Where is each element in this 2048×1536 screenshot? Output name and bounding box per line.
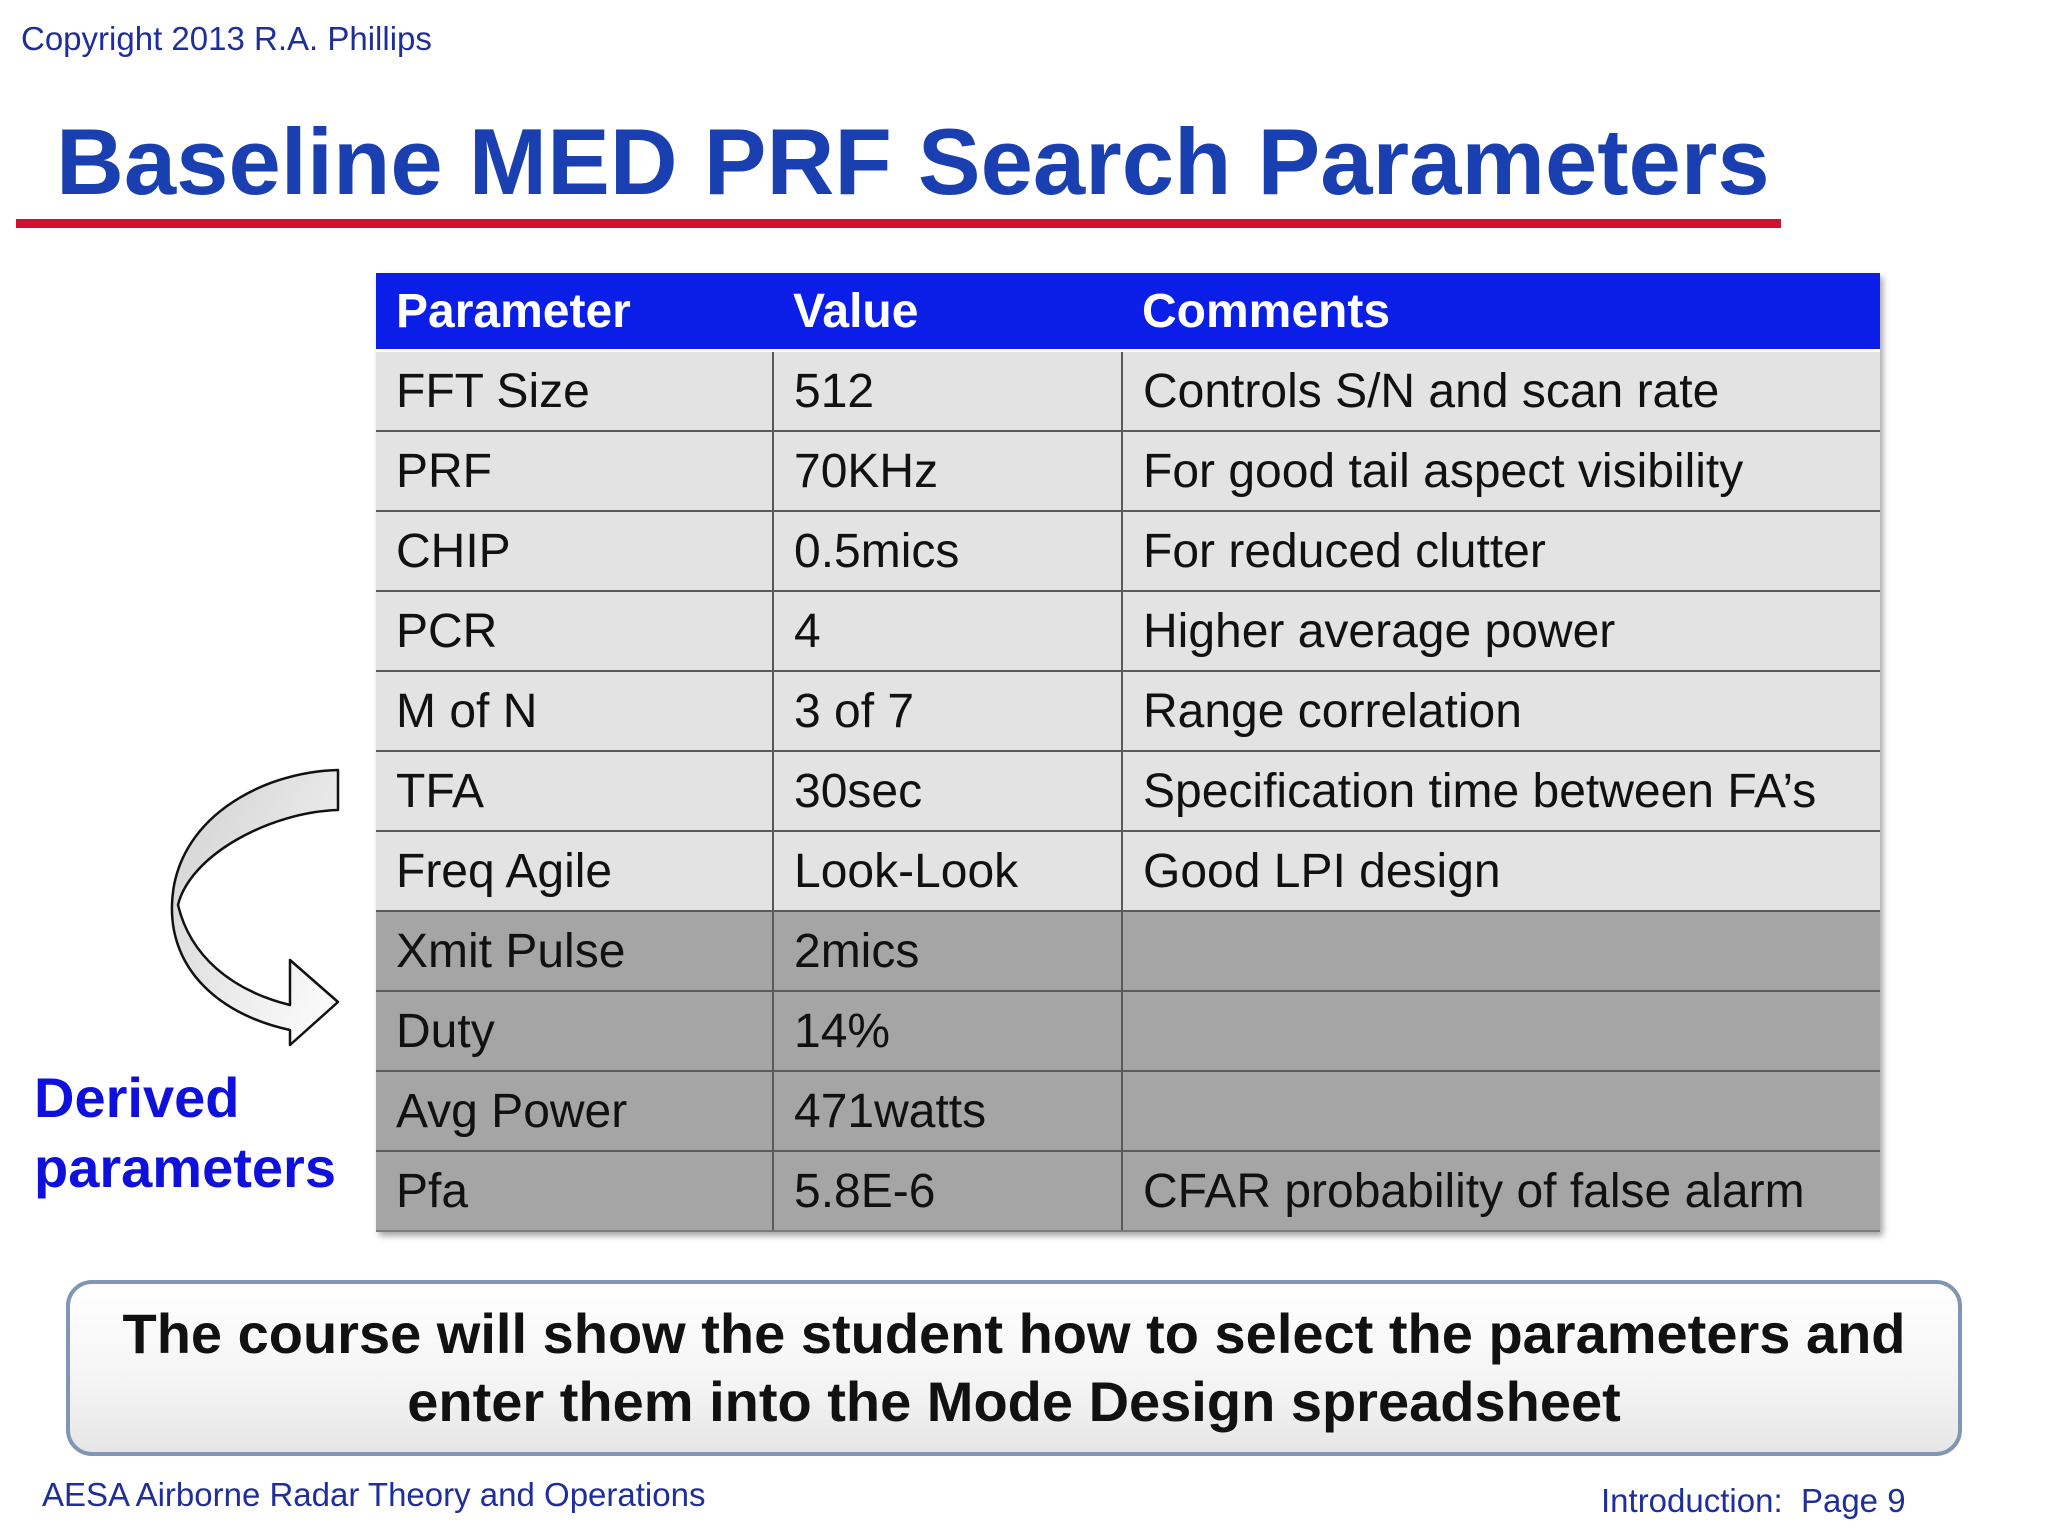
derived-parameters-label — [34, 1063, 336, 1203]
table-row-derived — [376, 1071, 1880, 1151]
cell-value: 14% — [773, 991, 1122, 1071]
cell-comment: Range correlation — [1122, 671, 1880, 751]
cell-value: Look-Look — [773, 831, 1122, 911]
table-row — [376, 351, 1880, 432]
table-row-derived — [376, 1151, 1880, 1231]
footer-course-title: AESA Airborne Radar Theory and Operations — [42, 1476, 706, 1513]
cell-comment: Higher average power — [1122, 591, 1880, 671]
cell-value: 0.5mics — [773, 511, 1122, 591]
table-header-row — [376, 273, 1880, 351]
footer-page-number: Introduction: Page 9 — [1601, 1482, 1906, 1519]
cell-parameter: Duty — [376, 991, 773, 1071]
cell-parameter: CHIP — [376, 511, 773, 591]
cell-parameter: PRF — [376, 431, 773, 511]
parameters-table — [376, 273, 1880, 1232]
cell-parameter: Avg Power — [376, 1071, 773, 1151]
table-row-derived — [376, 911, 1880, 991]
cell-comment: For good tail aspect visibility — [1122, 431, 1880, 511]
cell-value: 30sec — [773, 751, 1122, 831]
cell-value: 512 — [773, 351, 1122, 432]
title-underline — [16, 219, 1781, 228]
cell-value: 5.8E-6 — [773, 1151, 1122, 1231]
cell-comment: For reduced clutter — [1122, 511, 1880, 591]
course-note-text: The course will show the student how to select the parameters and enter them into the Mode Design spreadsheet — [122, 1302, 1906, 1433]
cell-parameter: Pfa — [376, 1151, 773, 1231]
column-header-value: Value — [773, 273, 1122, 351]
cell-parameter: Xmit Pulse — [376, 911, 773, 991]
table-row — [376, 511, 1880, 591]
cell-comment — [1122, 911, 1880, 991]
cell-parameter: M of N — [376, 671, 773, 751]
table-row — [376, 831, 1880, 911]
cell-value: 3 of 7 — [773, 671, 1122, 751]
table-row-derived — [376, 991, 1880, 1071]
cell-value: 2mics — [773, 911, 1122, 991]
cell-parameter: FFT Size — [376, 351, 773, 432]
cell-parameter: TFA — [376, 751, 773, 831]
derived-label-line2: parameters — [34, 1136, 336, 1199]
derived-label-line1: Derived — [34, 1066, 240, 1129]
cell-parameter: Freq Agile — [376, 831, 773, 911]
cell-parameter: PCR — [376, 591, 773, 671]
cell-value: 70KHz — [773, 431, 1122, 511]
cell-comment: Good LPI design — [1122, 831, 1880, 911]
table-row — [376, 751, 1880, 831]
curved-arrow-icon — [160, 760, 350, 1050]
cell-comment — [1122, 1071, 1880, 1151]
table-row — [376, 671, 1880, 751]
course-note-box — [66, 1280, 1962, 1456]
column-header-comments: Comments — [1122, 273, 1880, 351]
cell-comment: Specification time between FA’s — [1122, 751, 1880, 831]
cell-comment — [1122, 991, 1880, 1071]
cell-comment: CFAR probability of false alarm — [1122, 1151, 1880, 1231]
copyright-text: Copyright 2013 R.A. Phillips — [21, 20, 432, 57]
cell-comment: Controls S/N and scan rate — [1122, 351, 1880, 432]
table-row — [376, 431, 1880, 511]
table-row — [376, 591, 1880, 671]
page-title: Baseline MED PRF Search Parameters — [56, 109, 1770, 214]
cell-value: 4 — [773, 591, 1122, 671]
column-header-parameter: Parameter — [376, 273, 773, 351]
cell-value: 471watts — [773, 1071, 1122, 1151]
